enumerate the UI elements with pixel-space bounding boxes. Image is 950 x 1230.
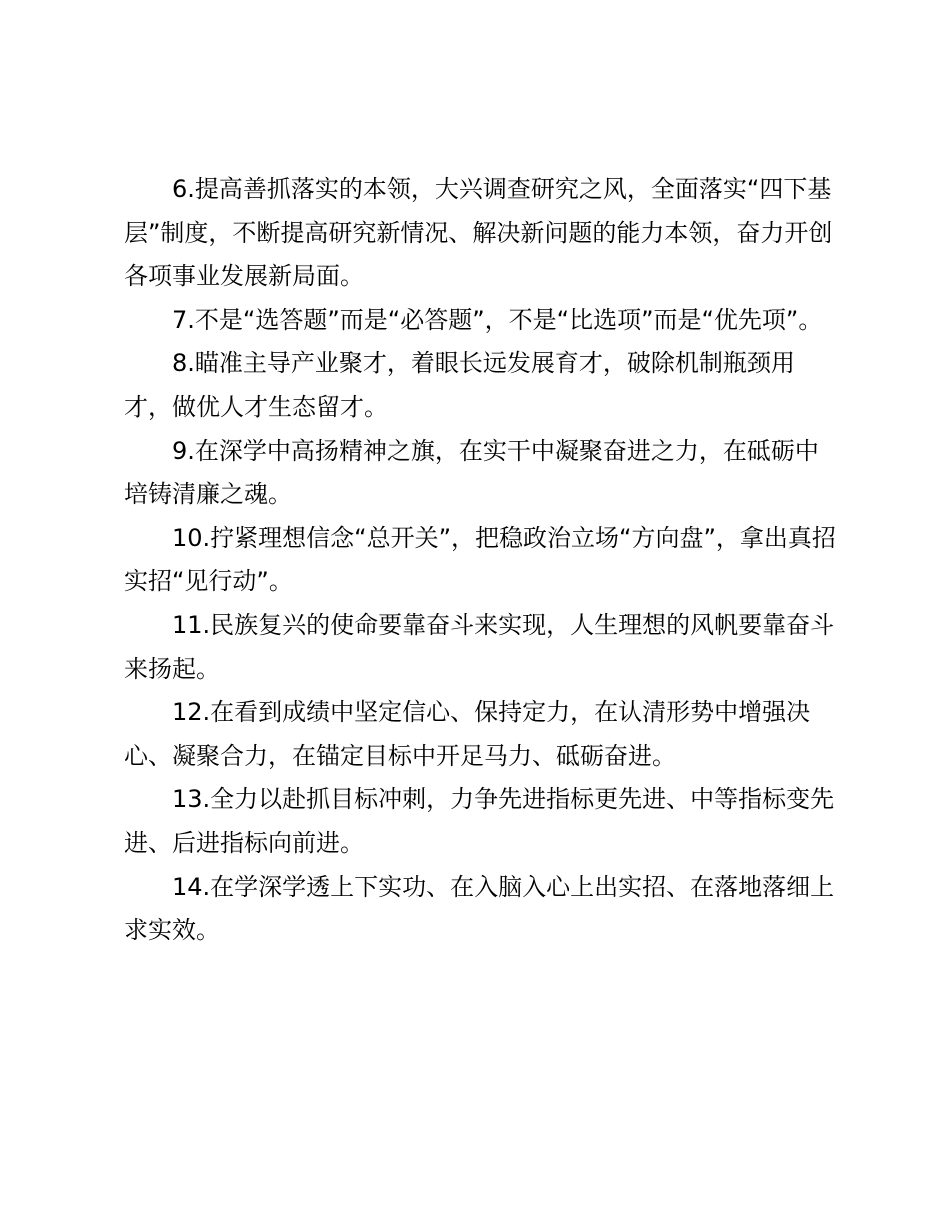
paragraph-item-12: 12.在看到成绩中坚定信心、保持定力，在认清形势中增强决心、凝聚合力，在锚定目标中开足马力、砥砺奋进。 [124, 698, 811, 770]
paragraph-item-6: 6.提高善抓落实的本领，大兴调查研究之风，全面落实“四下基层”制度，不断提高研究新情况、解决新问题的能力本领，奋力开创各项事业发展新局面。 [124, 175, 833, 291]
paragraph-item-14: 14.在学深学透上下实功、在入脑入心上出实招、在落地落细上求实效。 [124, 872, 835, 945]
paragraph-item-8: 8.瞄准主导产业聚才，着眼长远发展育才，破除机制瓶颈用才，做优人才生态留才。 [124, 349, 795, 421]
paragraph-item-11: 11.民族复兴的使命要靠奋斗来实现，人生理想的风帆要靠奋斗来扬起。 [124, 610, 835, 683]
paragraph-item-13: 13.全力以赴抓目标冲刺，力争先进指标更先进、中等指标变先进、后进指标向前进。 [124, 785, 835, 857]
paragraph-item-10: 10.拧紧理想信念“总开关”，把稳政治立场“方向盘”，拿出真招实招“见行动”。 [124, 523, 836, 596]
paragraph-item-9: 9.在深学中高扬精神之旗，在实干中凝聚奋进之力，在砥砺中培铸清廉之魂。 [124, 436, 819, 509]
paragraph-item-7: 7.不是“选答题”而是“必答题”，不是“比选项”而是“优先项”。 [172, 305, 823, 334]
document-body [124, 168, 836, 953]
